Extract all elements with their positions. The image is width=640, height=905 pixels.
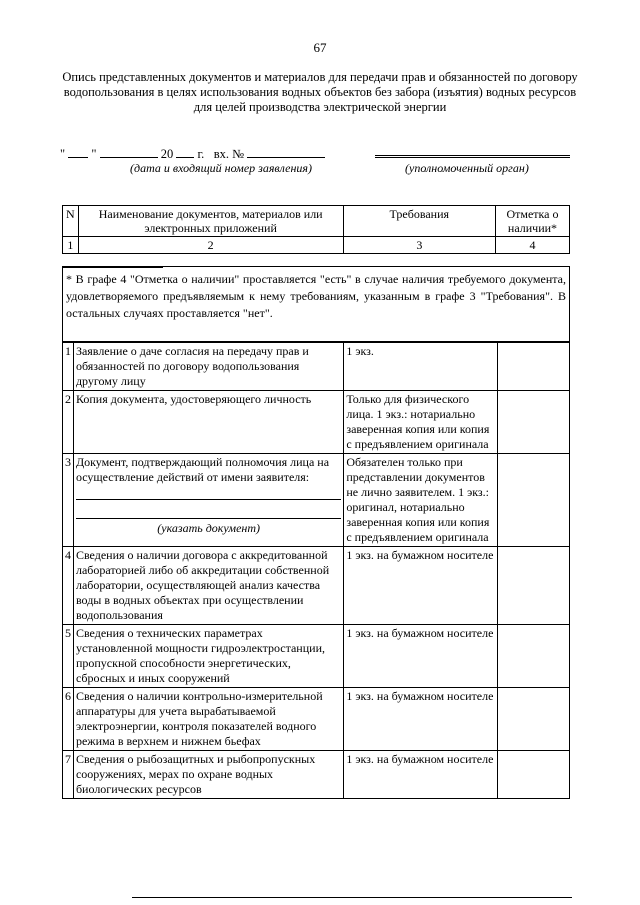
quote-open: " xyxy=(60,147,66,161)
row-name: Сведения о наличии контрольно-измерительной аппаратуры для учета вырабатываемой электроэнергии, контроля показателей водного режима в верхнем и нижнем бьефах xyxy=(73,688,343,751)
header-num-3: 3 xyxy=(343,237,495,254)
table-row xyxy=(63,688,570,751)
organ-line xyxy=(375,140,570,156)
row-number: 1 xyxy=(63,343,74,391)
organ-caption: (уполномоченный орган) xyxy=(405,161,529,175)
footnote xyxy=(62,266,570,342)
header-col-req: Требования xyxy=(343,206,495,237)
row-name: Сведения о наличии договора с аккредитованной лабораторией либо об аккредитации собственной лаборатории, осуществляющей анализ качества воды в водных объектах при осуществлении водопользования xyxy=(73,547,343,625)
document-blank xyxy=(76,487,341,500)
row-requirement: 1 экз. на бумажном носителе xyxy=(344,547,498,625)
row-mark xyxy=(498,343,570,391)
page-number: 67 xyxy=(313,40,327,55)
row-number: 5 xyxy=(63,625,74,688)
year-suffix: г. xyxy=(197,147,205,161)
row-name: Копия документа, удостоверяющего личность xyxy=(73,391,343,454)
month-blank xyxy=(100,145,158,158)
row-mark xyxy=(498,454,570,547)
table-row xyxy=(63,343,570,391)
bottom-rule xyxy=(132,897,572,898)
year-prefix: 20 xyxy=(160,147,174,161)
row-mark xyxy=(498,688,570,751)
organ-line-2 xyxy=(375,157,570,158)
row-name-text: Документ, подтверждающий полномочия лица на осуществление действий от имени заявителя: xyxy=(75,455,330,484)
row-requirement: 1 экз. на бумажном носителе xyxy=(344,688,498,751)
row-number: 4 xyxy=(63,547,74,625)
header-col-n: N xyxy=(63,206,79,237)
header-table xyxy=(62,205,570,254)
row-requirement: Обязателен только при представлении документов не лично заявителем. 1 экз.: оригинал, нотариально заверенная копия или копия с предъявлением оригинала xyxy=(344,454,498,547)
table-row xyxy=(63,391,570,454)
incoming-number-blank xyxy=(247,145,325,158)
date-caption: (дата и входящий номер заявления) xyxy=(130,161,312,175)
quote-close: " xyxy=(91,147,97,161)
table-row xyxy=(63,751,570,799)
row-requirement: 1 экз. xyxy=(344,343,498,391)
header-num-1: 1 xyxy=(63,237,79,254)
row-requirement: Только для физического лица. 1 экз.: нотариально заверенная копия или копия с предъявлением оригинала xyxy=(344,391,498,454)
row-mark xyxy=(498,391,570,454)
header-num-4: 4 xyxy=(495,237,569,254)
incoming-label: вх. № xyxy=(213,147,245,161)
date-line xyxy=(60,145,325,162)
row-number: 2 xyxy=(63,391,74,454)
row-mark xyxy=(498,547,570,625)
year-blank xyxy=(176,145,194,158)
table-row xyxy=(63,454,570,547)
row-number: 6 xyxy=(63,688,74,751)
day-blank xyxy=(68,145,88,158)
row-name xyxy=(73,454,343,547)
row-number: 3 xyxy=(63,454,74,547)
table-row xyxy=(63,547,570,625)
footnote-text: * В графе 4 "Отметка о наличии" проставляется "есть" в случае наличия требуемого документа, удовлетворяемого предъявляемым к нему требованиям, указанным в графе 3 "Требования". В остальных случаях проставляется "нет". xyxy=(66,272,566,320)
header-num-2: 2 xyxy=(78,237,343,254)
footnote-rule xyxy=(63,267,163,268)
header-col-name: Наименование документов, материалов или электронных приложений xyxy=(78,206,343,237)
row-name: Сведения о рыбозащитных и рыбопропускных сооружениях, мерах по охране водных биологических ресурсов xyxy=(73,751,343,799)
row-name: Сведения о технических параметрах установленной мощности гидроэлектростанции, пропускной способности энергетических, сбросных и иных сооружений xyxy=(73,625,343,688)
row-name: Заявление о даче согласия на передачу прав и обязанностей по договору водопользования другому лицу xyxy=(73,343,343,391)
row-number: 7 xyxy=(63,751,74,799)
table-row xyxy=(63,625,570,688)
specify-document-caption: (указать документ) xyxy=(76,518,341,536)
row-mark xyxy=(498,625,570,688)
documents-table xyxy=(62,342,570,799)
row-requirement: 1 экз. на бумажном носителе xyxy=(344,751,498,799)
document-title: Опись представленных документов и материалов для передачи прав и обязанностей по договору водопользования в целях использования водных объектов без забора (изъятия) водных ресурсов для целей производства электрической энергии xyxy=(62,70,578,114)
header-col-mark: Отметка о наличии* xyxy=(495,206,569,237)
row-requirement: 1 экз. на бумажном носителе xyxy=(344,625,498,688)
row-mark xyxy=(498,751,570,799)
